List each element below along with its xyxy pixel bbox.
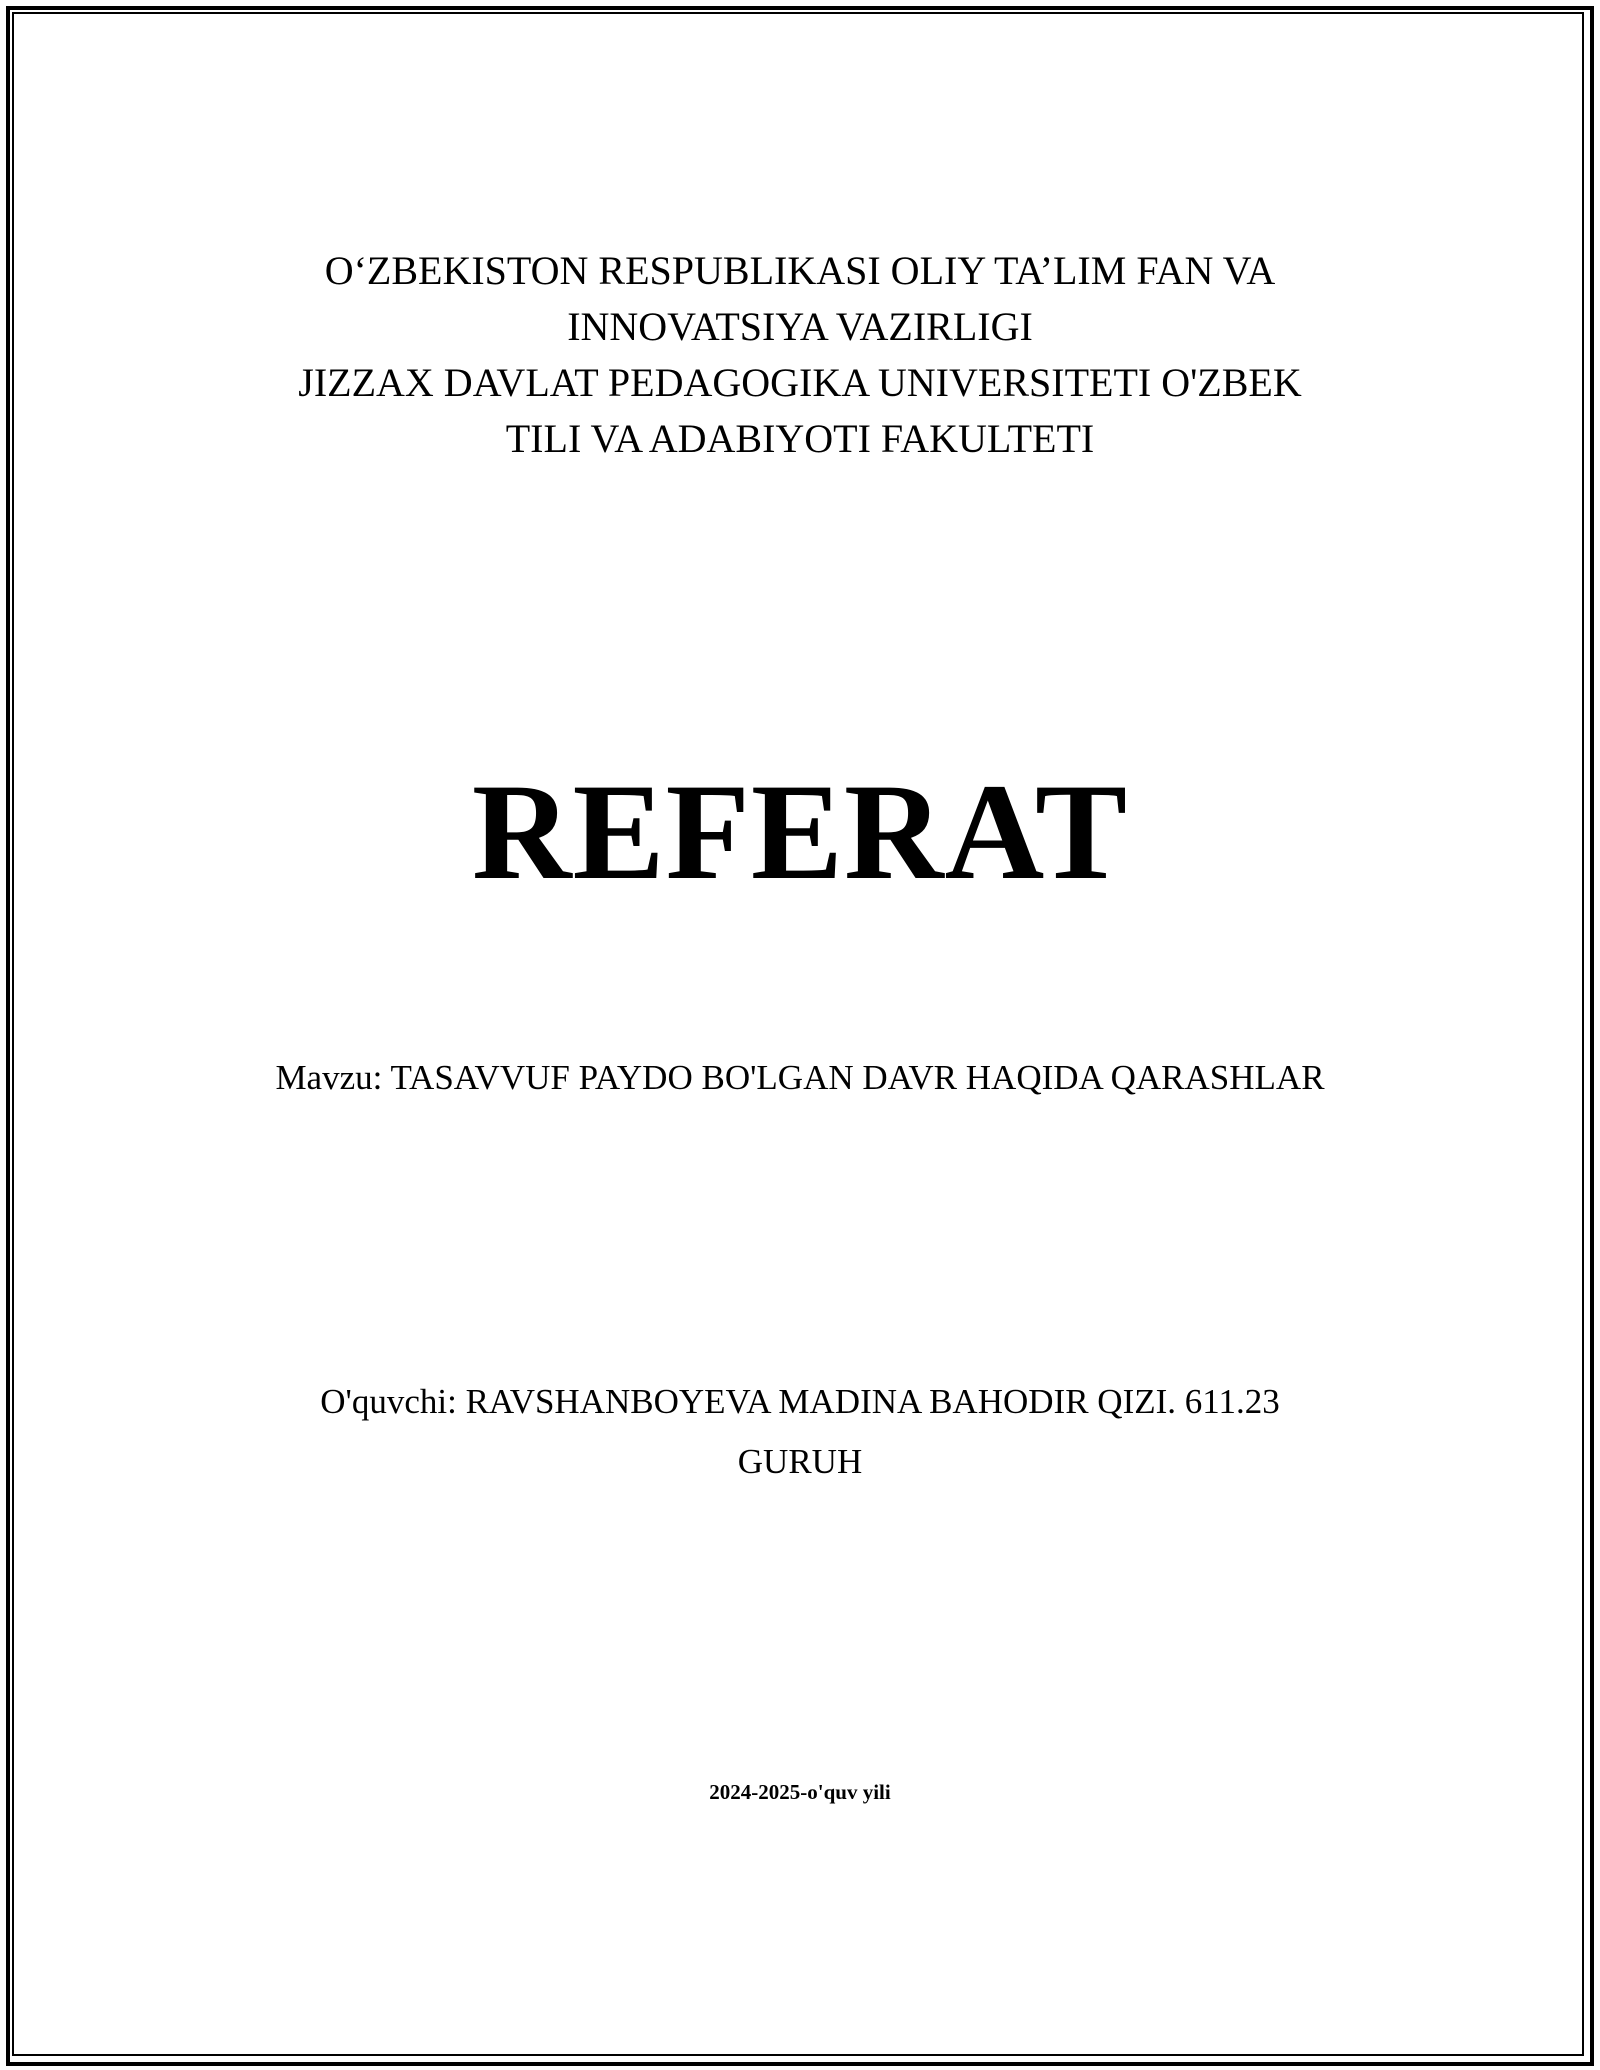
header-line-3: JIZZAX DAVLAT PEDAGOGIKA UNIVERSITETI O'ZBEK — [298, 360, 1302, 405]
header-line-1: O‘ZBEKISTON RESPUBLIKASI OLIY TA’LIM FAN VA — [324, 248, 1276, 293]
institution-header — [0, 243, 1600, 467]
document-title: REFERAT — [471, 755, 1129, 908]
student-info — [0, 1372, 1600, 1492]
academic-year: 2024-2025-o'quv yili — [709, 1780, 891, 1804]
header-line-2: INNOVATSIYA VAZIRLIGI — [567, 304, 1033, 349]
topic-line: Mavzu: TASAVVUF PAYDO BO'LGAN DAVR HAQIDA QARASHLAR — [275, 1058, 1325, 1097]
student-line-1: O'quvchi: RAVSHANBOYEVA MADINA BAHODIR QIZI. 611.23 — [320, 1382, 1280, 1421]
header-line-4: TILI VA ADABIYOTI FAKULTETI — [505, 416, 1095, 461]
student-line-2: GURUH — [737, 1442, 863, 1481]
